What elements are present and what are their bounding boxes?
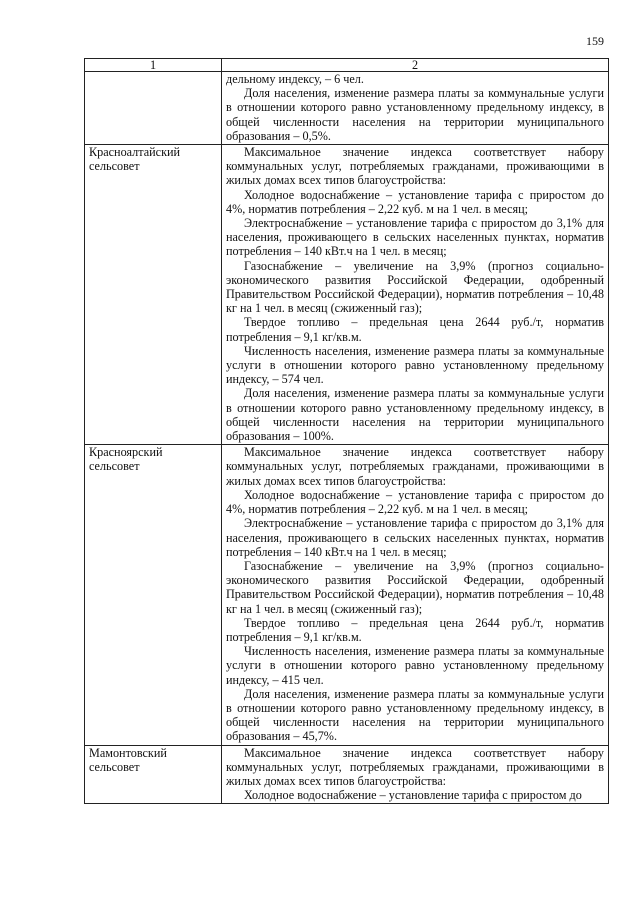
page-number: 159 (586, 34, 604, 48)
municipality-cell (85, 145, 222, 445)
municipality-cell (85, 72, 222, 145)
municipality-type: сельсовет (89, 759, 140, 774)
municipality-name: Мамонтовский (89, 745, 167, 760)
paragraph: Газоснабжение – увеличение на 3,9% (прогноз социально-экономического развития Российской Федерации, одобренный Правительством Российской Федерации), норматив потребления – 10,48 кг на 1 чел. в месяц (сжиженный газ); (226, 258, 604, 316)
paragraph: Численность населения, изменение размера платы за коммунальные услуги в отношении которого равно установленному предельному индексу, – 415 чел. (226, 644, 604, 687)
paragraph: Холодное водоснабжение – установление тарифа с приростом до 4%, норматив потребления – 2,22 куб. м на 1 чел. в месяц; (226, 487, 604, 517)
paragraph: Максимальное значение индекса соответствует набору коммунальных услуг, потребляемых гражданами, проживающими в жилых домах всех типов благоустройства: (226, 445, 604, 488)
paragraph: Доля населения, изменение размера платы за коммунальные услуги в отношении которого равно установленному предельному индексу, в общей численности населения на территории муниципального образования – 100%. (226, 386, 604, 444)
document-table (84, 58, 609, 804)
paragraph: Электроснабжение – установление тарифа с приростом до 3,1% для населения, проживающего в сельских населенных пунктах, норматив потребления – 140 кВт.ч на 1 чел. в месяц; (226, 516, 604, 559)
paragraph: Твердое топливо – предельная цена 2644 руб./т, норматив потребления – 9,1 кг/кв.м. (226, 315, 604, 344)
paragraph: Доля населения, изменение размера платы за коммунальные услуги в отношении которого равно установленному предельному индексу, в общей численности населения на территории муниципального образования – 0,5%. (226, 86, 604, 143)
table-row (85, 445, 609, 745)
paragraph: Газоснабжение – увеличение на 3,9% (прогноз социально-экономического развития Российской Федерации, одобренный Правительством Российской Федерации), норматив потребления – 10,48 кг на 1 чел. в месяц (сжиженный газ); (226, 558, 604, 616)
municipality-cell (85, 745, 222, 804)
table-header-row (85, 59, 609, 72)
table-row (85, 145, 609, 445)
municipality-cell (85, 445, 222, 745)
table-row (85, 745, 609, 804)
municipality-type: сельсовет (89, 459, 140, 474)
paragraph: Твердое топливо – предельная цена 2644 руб./т, норматив потребления – 9,1 кг/кв.м. (226, 615, 604, 644)
paragraph: Доля населения, изменение размера платы за коммунальные услуги в отношении которого равно установленному предельному индексу, в общей численности населения на территории муниципального образования – 45,7%. (226, 686, 604, 744)
description-cell (222, 445, 609, 745)
paragraph: дельному индексу, – 6 чел. (226, 72, 364, 86)
description-cell (222, 72, 609, 145)
paragraph: Максимальное значение индекса соответствует набору коммунальных услуг, потребляемых гражданами, проживающими в жилых домах всех типов благоустройства: (226, 745, 604, 788)
municipality-name: Красноалтайский (89, 145, 181, 160)
municipality-name: Красноярский (89, 445, 163, 460)
column-header-1: 1 (85, 59, 222, 72)
paragraph: Максимальное значение индекса соответствует набору коммунальных услуг, потребляемых гражданами, проживающими в жилых домах всех типов благоустройства: (226, 145, 604, 188)
municipality-type: сельсовет (89, 159, 140, 174)
paragraph: Электроснабжение – установление тарифа с приростом до 3,1% для населения, проживающего в сельских населенных пунктах, норматив потребления – 140 кВт.ч на 1 чел. в месяц; (226, 216, 604, 259)
paragraph: Холодное водоснабжение – установление тарифа с приростом до (244, 788, 582, 803)
table-row-continuation (85, 72, 609, 145)
column-header-2: 2 (222, 59, 609, 72)
description-cell (222, 745, 609, 804)
paragraph: Численность населения, изменение размера платы за коммунальные услуги в отношении которого равно установленному предельному индексу, – 574 чел. (226, 343, 604, 387)
description-cell (222, 145, 609, 445)
paragraph: Холодное водоснабжение – установление тарифа с приростом до 4%, норматив потребления – 2,22 куб. м на 1 чел. в месяц; (226, 187, 604, 216)
